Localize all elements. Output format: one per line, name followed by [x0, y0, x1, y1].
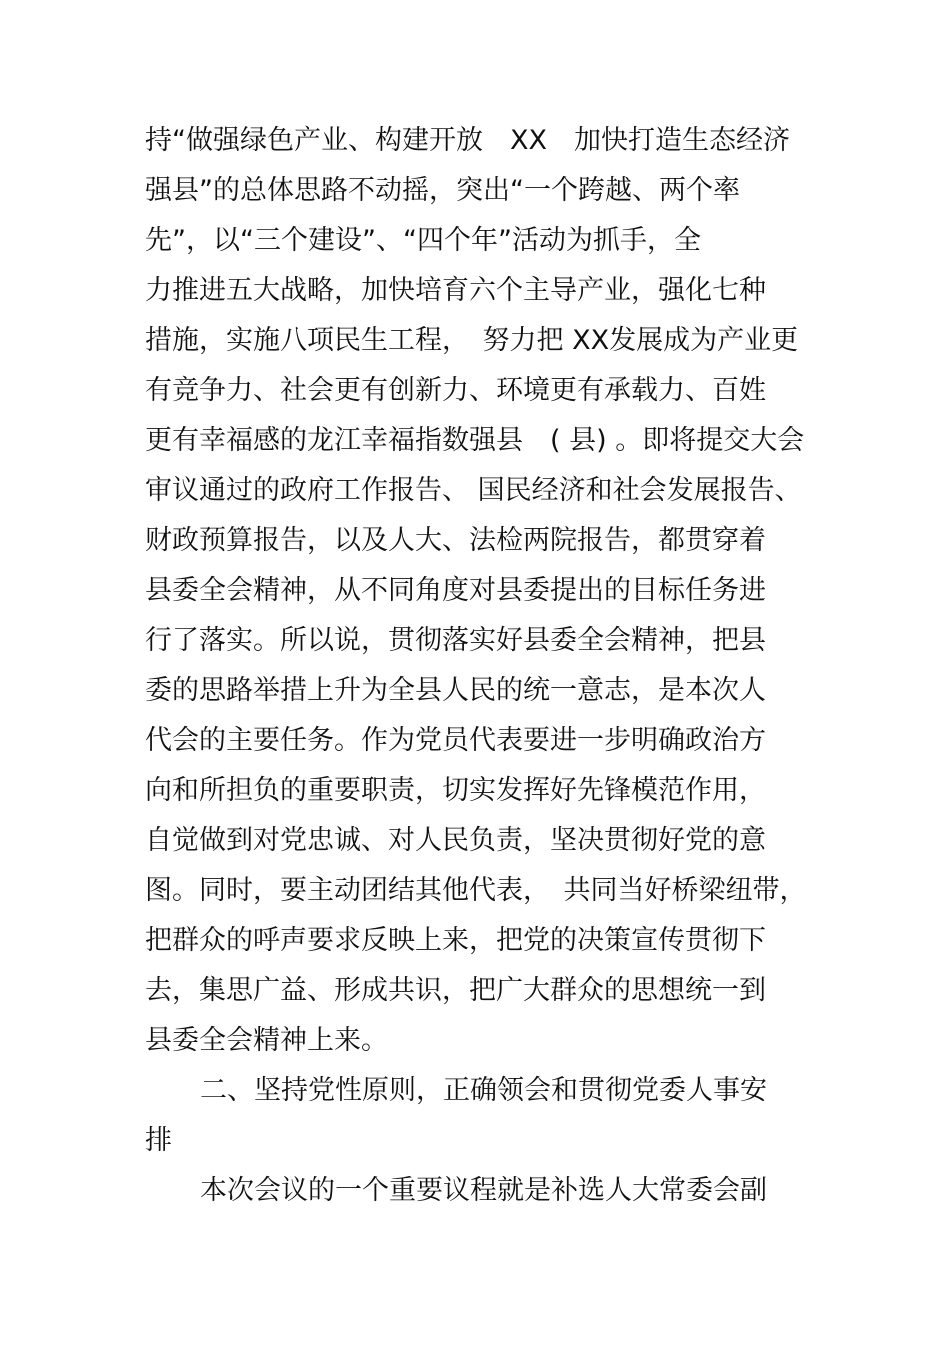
text-line: 力推进五大战略，加快培育六个主导产业，强化七种: [145, 275, 766, 306]
text-line: 财政预算报告，以及人大、法检两院报告，都贯穿着: [145, 525, 766, 556]
text-line: 措施，实施八项民生工程， 努力把 XX发展成为产业更: [145, 325, 799, 356]
text-line: 代会的主要任务。作为党员代表要进一步明确政治方: [145, 725, 766, 756]
text-line: 持“做强绿色产业、构建开放 XX 加快打造生态经济: [145, 125, 790, 156]
text-line: 图。同时，要主动团结其他代表， 共同当好桥梁纽带，: [145, 875, 807, 906]
text-line: 行了落实。所以说，贯彻落实好县委全会精神，把县: [145, 625, 766, 656]
text-line: 县委全会精神，从不同角度对县委提出的目标任务进: [145, 575, 766, 606]
text-line: 县委全会精神上来。: [145, 1025, 388, 1056]
text-line: 去，集思广益、形成共识，把广大群众的思想统一到: [145, 975, 766, 1006]
text-line: 先”，以“三个建设”、“四个年”活动为抓手，全: [145, 225, 701, 256]
text-line: 强县”的总体思路不动摇，突出“一个跨越、两个率: [145, 175, 740, 206]
text-line: 把群众的呼声要求反映上来，把党的决策宣传贯彻下: [145, 925, 766, 956]
section-heading-continuation: 排: [145, 1125, 172, 1156]
text-line: 向和所担负的重要职责，切实发挥好先锋模范作用，: [145, 775, 766, 806]
section-heading: 二、坚持党性原则，正确领会和贯彻党委人事安: [200, 1075, 767, 1106]
text-line: 审议通过的政府工作报告、 国民经济和社会发展报告、: [145, 475, 802, 506]
text-line: 有竞争力、社会更有创新力、环境更有承载力、百姓: [145, 375, 766, 406]
text-line: 委的思路举措上升为全县人民的统一意志，是本次人: [145, 675, 766, 706]
text-line: 更有幸福感的龙江幸福指数强县 ( 县) 。即将提交大会: [145, 425, 805, 456]
text-line: 自觉做到对党忠诚、对人民负责，坚决贯彻好党的意: [145, 825, 766, 856]
text-line: 本次会议的一个重要议程就是补选人大常委会副: [200, 1175, 767, 1206]
